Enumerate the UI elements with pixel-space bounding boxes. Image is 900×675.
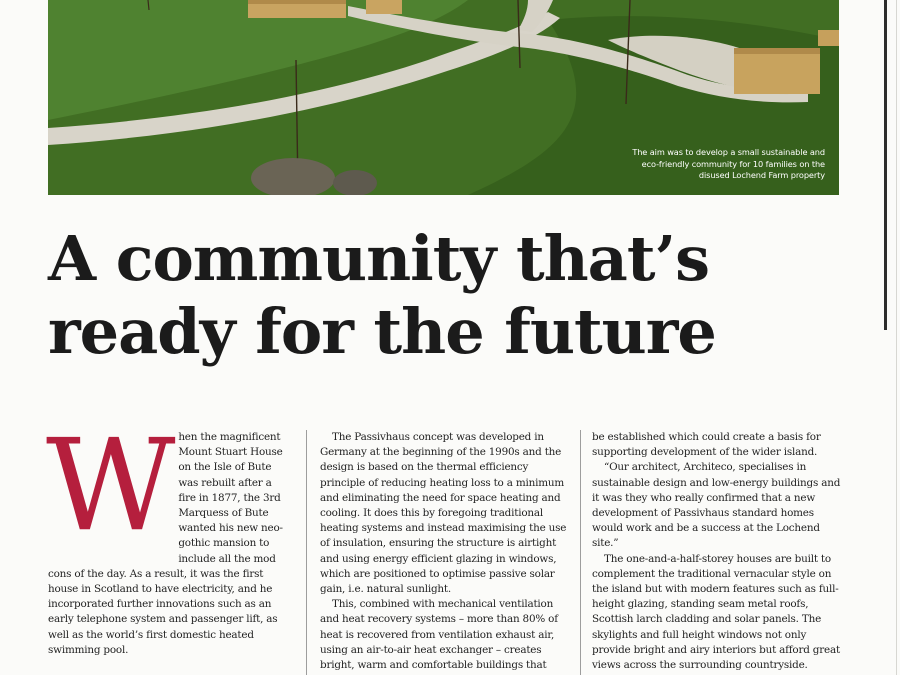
- column-divider: [306, 430, 307, 675]
- paragraph-continuation: be established which could create a basis for supporting development of the wider island.: [592, 431, 821, 459]
- article-headline: [48, 222, 838, 368]
- article-column-2: [320, 430, 568, 673]
- page-edge-shadow: [896, 0, 897, 675]
- paragraph-ventilation: This, combined with mechanical ventilation and heat recovery systems – more than 80% of heat is recovered from ventilation exhaust air, using an air-to-air heat exchanger – creates bright, warm and comfortable buildings that: [320, 598, 558, 672]
- column-divider: [580, 430, 581, 675]
- paragraph-passivhaus: The Passivhaus concept was developed in Germany at the beginning of the 1990s and the design is based on the thermal efficiency principle of reducing heating loss to a minimum and eliminating the need for space heating and cooling. It does this by foregoing traditional heating systems and instead maximising the use of insulation, ensuring the structure is airtight and using energy efficient glazing in windows, which are positioned to optimise passive solar gain, i.e. natural sunlight.: [320, 431, 567, 596]
- article-column-3: [592, 430, 842, 673]
- photo-caption: The aim was to develop a small sustainable and eco-friendly community for 10 families on the disused Lochend Farm property: [632, 147, 825, 180]
- drop-cap: W: [46, 412, 176, 559]
- headline-line-1: A community that’s: [48, 222, 709, 295]
- paragraph-intro: hen the magnificent Mount Stuart House on the Isle of Bute was rebuilt after a fire in 1877, the 3rd Marquess of Bute wanted his new neo-gothic mansion to include all the mod cons of the day. As a result, it was the first house in Scotland to have electricity, and he incorporated further innovations such as an early telephone system and passenger lift, as well as the world’s first domestic heated swimming pool.: [48, 431, 283, 656]
- headline-line-2: ready for the future: [48, 295, 716, 368]
- article-column-1: [46, 412, 284, 658]
- paragraph-houses: The one-and-a-half-storey houses are built to complement the traditional vernacular style on the island but with modern features such as full-height glazing, standing seam metal roofs, Scottish larch cladding and solar panels. The skylights and full height windows not only provide bright and airy interiors but afford great views across the surrounding countryside.: [592, 552, 840, 672]
- page-edge-line: [884, 0, 887, 330]
- hero-photo: [48, 0, 839, 195]
- paragraph-architect-quote: “Our architect, Architeco, specialises in sustainable design and low-energy buildings and it was they who really confirmed that a new development of Passivhaus standard homes would work and be a success at the Lochend site.”: [592, 461, 841, 550]
